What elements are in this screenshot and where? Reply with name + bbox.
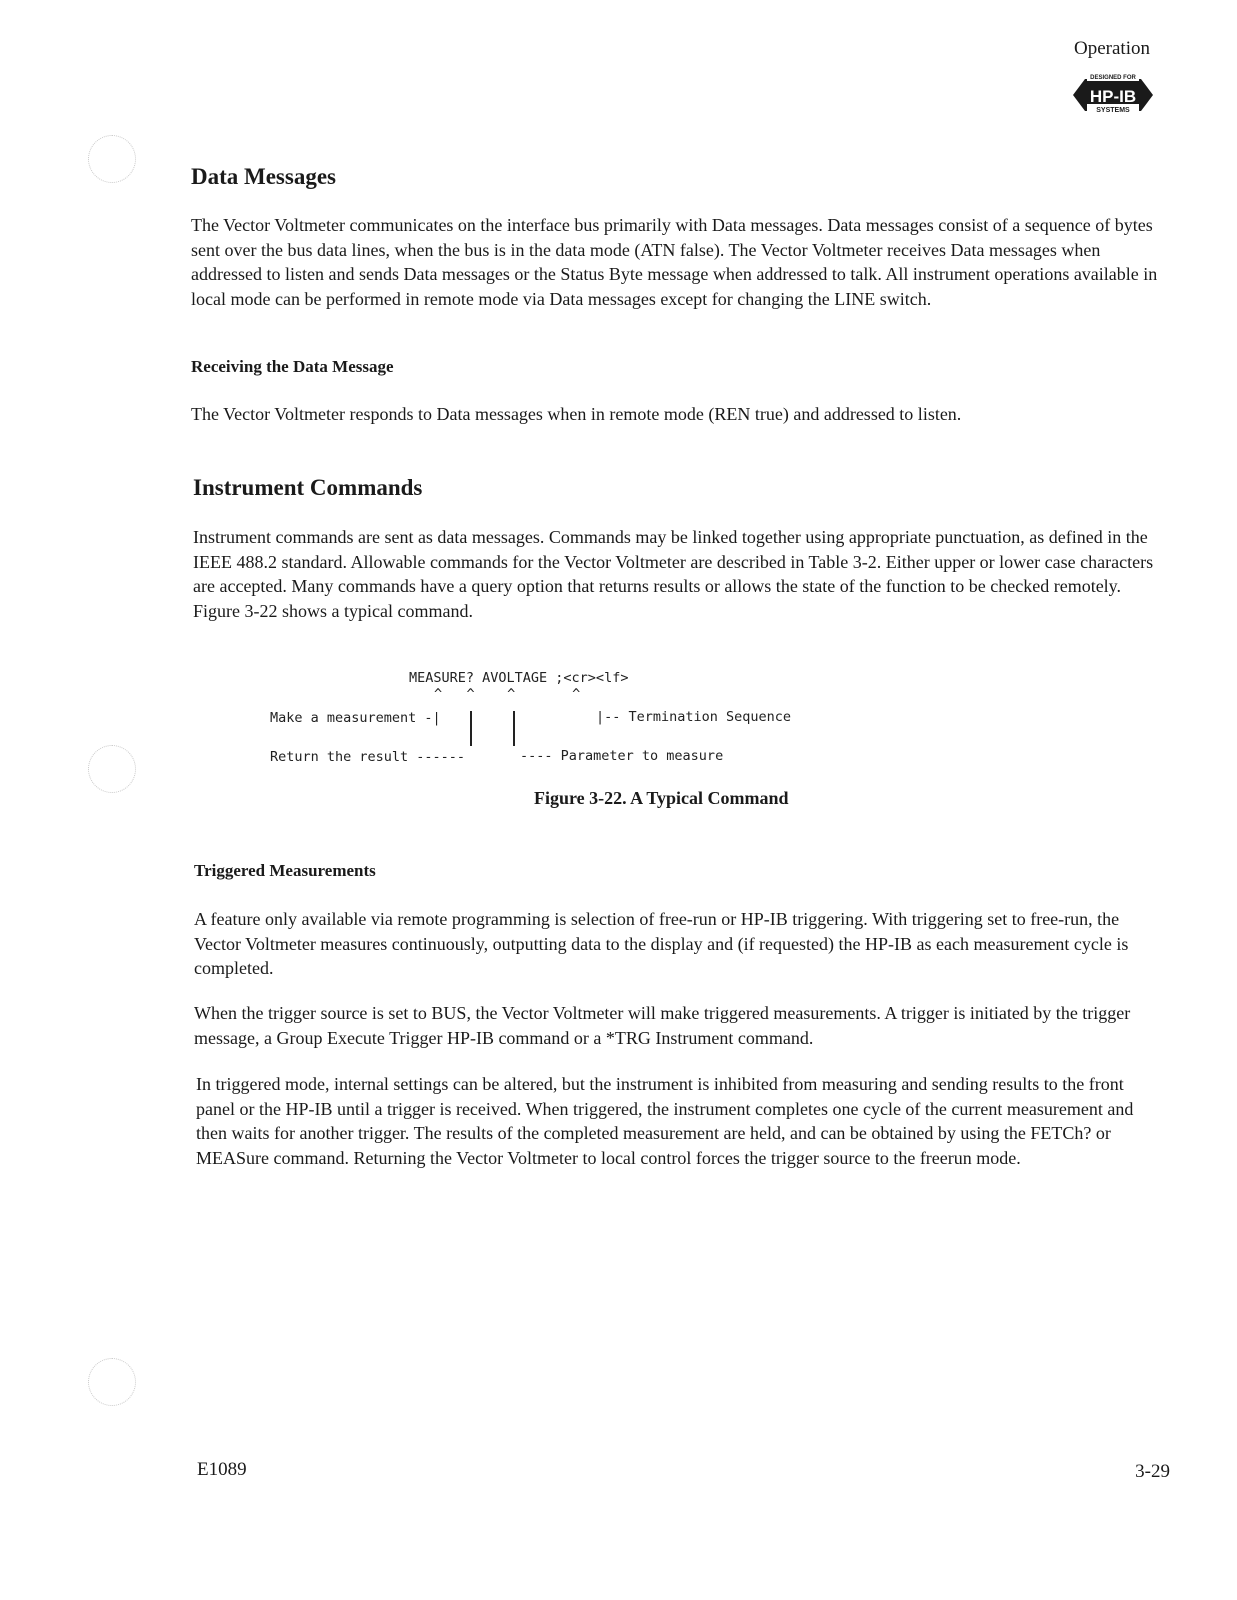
page-number: 3-29: [1135, 1461, 1170, 1482]
receiving-heading: Receiving the Data Message: [191, 357, 394, 376]
data-messages-paragraph: The Vector Voltmeter communicates on the interface bus primarily with Data messages. Data messages consist of a sequence of bytes sent over the bus data lines, when the bus is in the data mode (ATN false). The Vector Voltmeter receives Data messages when addressed to listen and sends Data messages or the Status Byte message when addressed to talk. All instrument operations available in local mode can be performed in remote mode via Data messages except for changing the LINE switch.: [191, 215, 1158, 309]
label-parameter: ---- Parameter to measure: [520, 748, 724, 764]
hp-ib-logo: [1071, 70, 1155, 114]
triggered-paragraph: In triggered mode, internal settings can be altered, but the instrument is inhibited from measuring and sending results to the front panel or the HP-IB until a trigger is received. When triggered, the instrument completes one cycle of the current measurement and then waits for another trigger. The results of the completed measurement are held, and can be obtained by using the FETCh? or MEASure command. Returning the Vector Voltmeter to local control forces the trigger source to the freerun mode.: [196, 1074, 1134, 1168]
logo-top-text: DESIGNED FOR: [1090, 75, 1136, 81]
triggered-paragraph: A feature only available via remote programming is selection of free-run or HP-IB triggering. With triggering set to free-run, the Vector Voltmeter measures continuously, outputting data to the display and (if requested) the HP-IB as each measurement cycle is completed.: [194, 909, 1129, 978]
instrument-commands-paragraph: Instrument commands are sent as data messages. Commands may be linked together using appropriate punctuation, as defined in the IEEE 488.2 standard. Allowable commands for the Vector Voltmeter are described in Table 3-2. Either upper or lower case characters are accepted. Many commands have a query option that returns results or allows the state of the function to be checked remotely. Figure 3-22 shows a typical command.: [193, 527, 1154, 621]
instrument-commands-heading: Instrument Commands: [193, 475, 423, 500]
figure-caption: Figure 3-22. A Typical Command: [534, 788, 789, 808]
connector-line-parameter: [513, 711, 515, 746]
receiving-paragraph: The Vector Voltmeter responds to Data messages when in remote mode (REN true) and addressed to listen.: [191, 404, 962, 424]
section-label: Operation: [1074, 38, 1150, 59]
punch-hole: [88, 135, 136, 183]
triggered-paragraph: When the trigger source is set to BUS, the Vector Voltmeter will make triggered measurements. A trigger is initiated by the trigger message, a Group Execute Trigger HP-IB command or a *TRG Instrument command.: [194, 1003, 1131, 1048]
footer-document-id: E1089: [197, 1459, 247, 1480]
data-messages-heading: Data Messages: [191, 164, 336, 189]
logo-bottom-text: SYSTEMS: [1096, 107, 1130, 114]
command-carets: ^ ^ ^ ^: [434, 686, 581, 702]
logo-main-text: HP-IB: [1089, 87, 1137, 106]
punch-hole: [88, 745, 136, 793]
triggered-heading: Triggered Measurements: [194, 861, 376, 880]
connector-line-measure: [470, 711, 472, 746]
command-example: MEASURE? AVOLTAGE ;<cr><lf>: [409, 670, 629, 686]
punch-hole: [88, 1358, 136, 1406]
label-termination-sequence: |-- Termination Sequence: [596, 709, 792, 725]
label-return-result: Return the result ------: [270, 749, 466, 765]
label-make-measurement: Make a measurement -|: [270, 710, 441, 726]
